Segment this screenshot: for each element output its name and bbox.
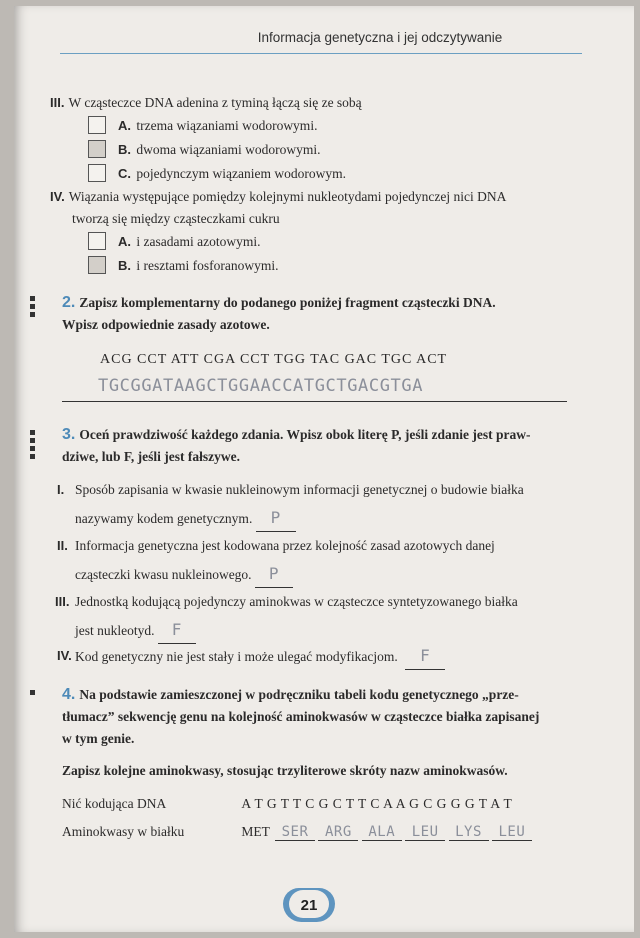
answer-blank[interactable] <box>405 644 445 670</box>
question-iii <box>50 92 570 186</box>
task-4-line1: Na podstawie zamieszczonej w podręczniku tabeli kodu genetycznego „prze- <box>79 687 519 702</box>
amino-blank[interactable] <box>405 824 445 841</box>
dna-row <box>62 796 512 812</box>
page-header: Informacja genetyczna i jej odczytywanie <box>257 30 503 45</box>
amino-blank[interactable] <box>492 824 532 841</box>
statement-number: II. <box>57 538 68 553</box>
option-text: pojedynczym wiązaniem wodorowym. <box>136 166 346 181</box>
answer-blank[interactable] <box>255 562 293 588</box>
statement-ii <box>57 534 575 588</box>
task-3-line2: dziwe, lub F, jeśli jest fałszywe. <box>62 449 240 464</box>
task-2-line1: Zapisz komplementarny do podanego poniżej fragment cząsteczki DNA. <box>79 295 496 310</box>
amino-blank[interactable] <box>318 824 358 841</box>
task-3-number: 3. <box>62 426 76 443</box>
option-text: trzema wiązaniami wodorowymi. <box>136 118 318 133</box>
task-4-instruction: Zapisz kolejne aminokwasy, stosując trzyliterowe skróty nazw aminokwasów. <box>62 763 508 778</box>
task-3-line1: Oceń prawdziwość każdego zdania. Wpisz obok literę P, jeśli zdanie jest praw- <box>79 427 531 442</box>
statement-line1: Sposób zapisania w kwasie nukleinowym informacji genetycznej o budowie białka <box>75 482 524 497</box>
question-iii-text: W cząsteczce DNA adenina z tyminą łączą się ze sobą <box>68 95 362 110</box>
difficulty-marker <box>30 690 36 695</box>
page-number: 21 <box>300 897 318 914</box>
answer-value: F <box>420 646 431 665</box>
task-4-number: 4. <box>62 686 76 703</box>
option-iii-a[interactable] <box>50 114 570 138</box>
statement-number: III. <box>55 594 70 609</box>
difficulty-marker <box>30 296 36 317</box>
answer-blank[interactable] <box>256 506 296 532</box>
task-2-answer: TGCGGATAAGCTGGAACCATGCTGACGTGA <box>98 376 424 396</box>
amino-value: LEU <box>411 824 439 840</box>
task-4-line2: tłumacz” sekwencję genu na kolejność aminokwasów w cząsteczce białka zapisanej <box>62 709 540 724</box>
task-3 <box>62 424 582 468</box>
task-2 <box>62 292 582 336</box>
question-iv-line2: tworzą się między cząsteczkami cukru <box>72 211 280 226</box>
option-text: i zasadami azotowymi. <box>136 234 261 249</box>
option-letter: B. <box>118 258 131 273</box>
amino-blank[interactable] <box>362 824 402 841</box>
checkbox-iv-a[interactable] <box>88 232 106 250</box>
checkbox-iii-a[interactable] <box>88 116 106 134</box>
answer-value: P <box>270 508 281 527</box>
answer-value: P <box>268 564 279 583</box>
question-iii-number: III. <box>50 95 65 110</box>
task-2-answer-line[interactable] <box>62 376 567 402</box>
statement-iv <box>57 644 575 670</box>
statement-i <box>57 478 575 532</box>
dna-label: Nić kodująca DNA <box>62 796 167 811</box>
task-2-line2: Wpisz odpowiednie zasady azotowe. <box>62 317 270 332</box>
difficulty-marker <box>30 430 36 459</box>
amino-value: ARG <box>324 824 352 840</box>
dna-sequence: ACG CCT ATT CGA CCT TGG TAC GAC TGC ACT <box>100 352 448 367</box>
dna-coding-sequence: A T G T T C G C T T C A A G C G G G T A T <box>241 796 513 811</box>
statement-line1: Informacja genetyczna jest kodowana przez kolejność zasad azotowych danej <box>75 538 495 553</box>
statement-line2: nazywamy kodem genetycznym. <box>75 511 253 526</box>
task-2-number: 2. <box>62 294 76 311</box>
option-iii-b[interactable] <box>50 138 570 162</box>
checkbox-iv-b[interactable] <box>88 256 106 274</box>
task-4 <box>62 684 582 782</box>
amino-value: SER <box>281 824 309 840</box>
amino-blank[interactable] <box>449 824 489 841</box>
amino-blank[interactable] <box>275 824 315 841</box>
protein-row <box>62 824 532 841</box>
option-iii-c[interactable] <box>50 162 570 186</box>
statement-iii <box>55 590 575 644</box>
answer-blank[interactable] <box>158 618 196 644</box>
option-letter: C. <box>118 166 131 181</box>
answer-value: F <box>171 620 182 639</box>
statement-line2: jest nukleotyd. <box>75 623 155 638</box>
option-iv-b[interactable] <box>50 254 570 278</box>
checkbox-iii-b[interactable] <box>88 140 106 158</box>
option-letter: A. <box>118 234 131 249</box>
statement-line1: Jednostką kodującą pojedynczy aminokwas w cząsteczce syntetyzowanego białka <box>75 594 518 609</box>
first-amino-acid: MET <box>241 824 270 839</box>
header-rule <box>60 53 582 54</box>
amino-value: ALA <box>368 824 396 840</box>
statement-line2: cząsteczki kwasu nukleinowego. <box>75 567 252 582</box>
statement-number: I. <box>57 482 65 497</box>
option-text: i resztami fosforanowymi. <box>136 258 279 273</box>
statement-number: IV. <box>57 648 72 663</box>
option-text: dwoma wiązaniami wodorowymi. <box>136 142 321 157</box>
question-iv <box>50 186 570 278</box>
question-iv-line1: Wiązania występujące pomiędzy kolejnymi nukleotydami pojedynczej nici DNA <box>68 189 507 204</box>
checkbox-iii-c[interactable] <box>88 164 106 182</box>
question-iv-number: IV. <box>50 189 65 204</box>
option-letter: B. <box>118 142 131 157</box>
option-iv-a[interactable] <box>50 230 570 254</box>
protein-label: Aminokwasy w białku <box>62 824 185 839</box>
task-4-line3: w tym genie. <box>62 731 135 746</box>
amino-value: LEU <box>498 824 526 840</box>
amino-value: LYS <box>455 824 482 840</box>
option-letter: A. <box>118 118 131 133</box>
statement-line1: Kod genetyczny nie jest stały i może ulegać modyfikacjom. <box>75 649 398 664</box>
